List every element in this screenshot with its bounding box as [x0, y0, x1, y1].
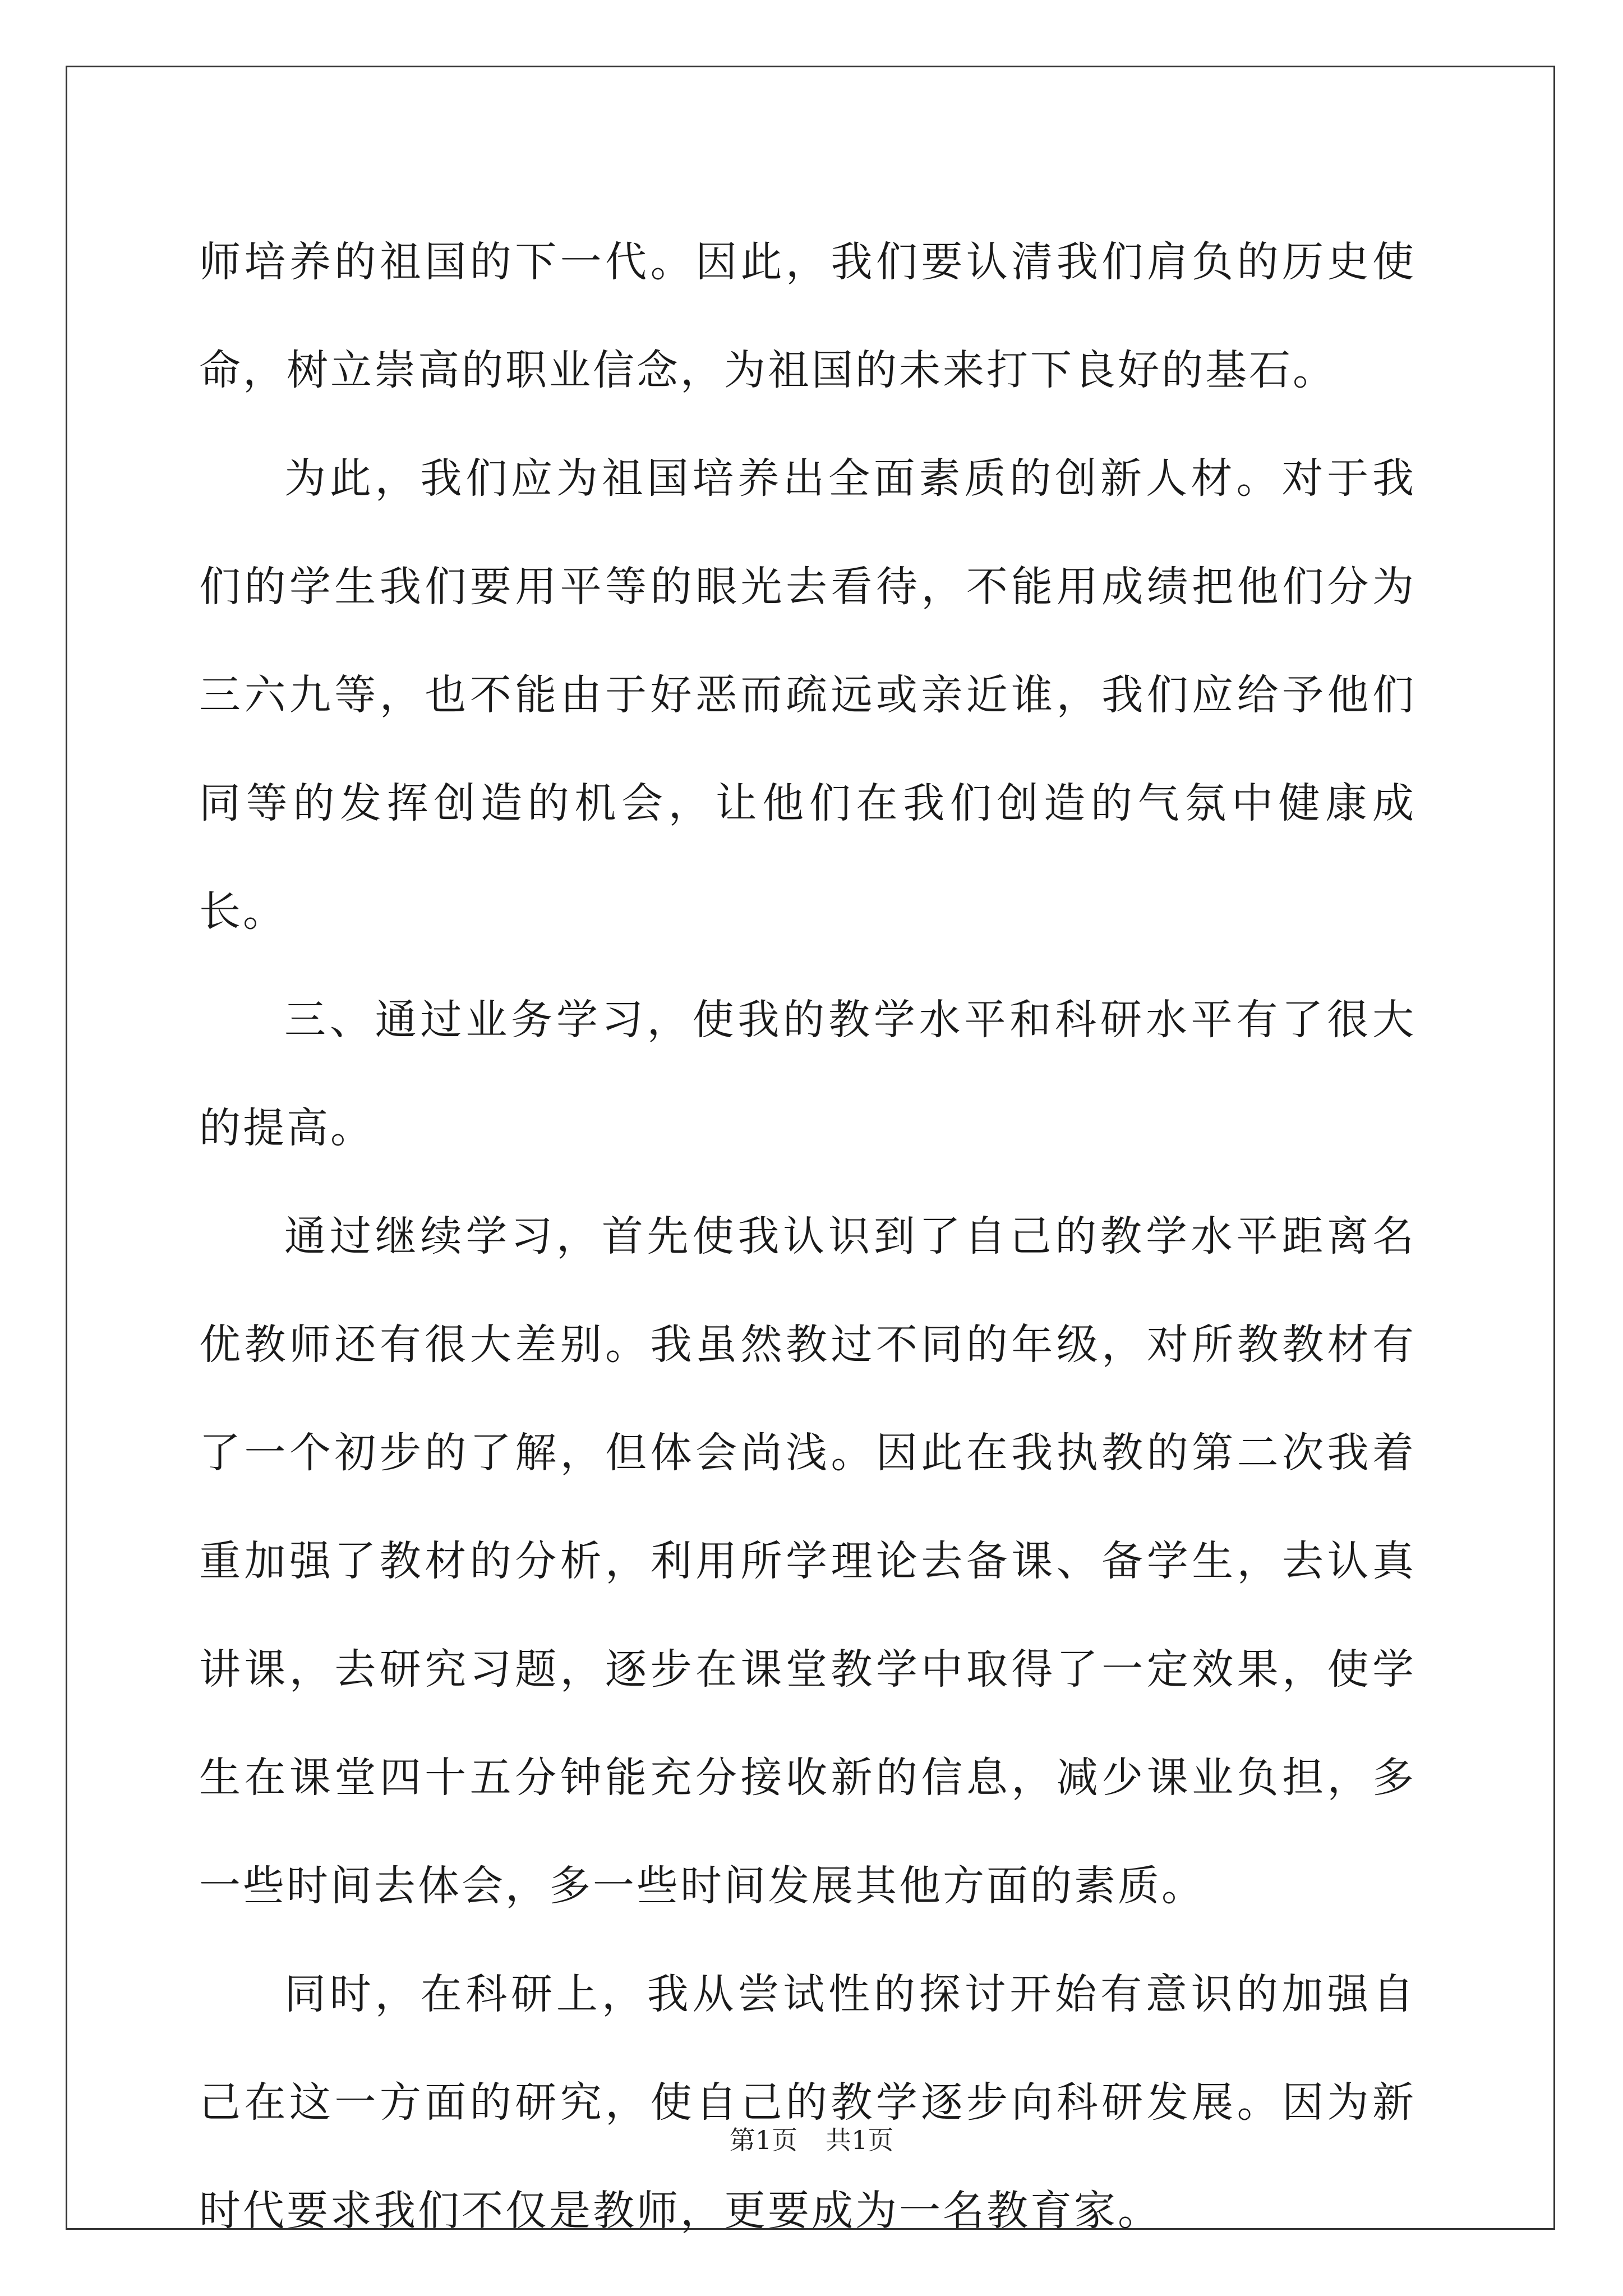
paragraph-3-section-heading: 三、通过业务学习，使我的教学水平和科研水平有了很大的提高。 [199, 996, 1416, 1152]
page-footer [0, 2123, 1623, 2157]
page-total: 共1页 [826, 2125, 894, 2155]
paragraph-5: 同时，在科研上，我从尝试性的探讨开始有意识的加强自己在这一方面的研究，使自己的教学逐步向科研发展。因为新时代要求我们不仅是教师，更要成为一名教育家。 [199, 1970, 1416, 2235]
paragraph-4: 通过继续学习，首先使我认识到了自己的教学水平距离名优教师还有很大差别。我虽然教过不同的年级，对所教教材有了一个初步的了解，但体会尚浅。因此在我执教的第二次我着重加强了教材的分析，利用所学理论去备课、备学生，去认真讲课，去研究习题，逐步在课堂教学中取得了一定效果，使学生在课堂四十五分钟能充分接收新的信息，减少课业负担，多一些时间去体会，多一些时间发展其他方面的素质。 [199, 1212, 1416, 1910]
page-number: 第1页 [729, 2125, 797, 2155]
document-body [199, 208, 1416, 2265]
paragraph-1: 师培养的祖国的下一代。因此，我们要认清我们肩负的历史使命，树立崇高的职业信念，为祖国的未来打下良好的基石。 [199, 238, 1416, 394]
paragraph-2: 为此，我们应为祖国培养出全面素质的创新人材。对于我们的学生我们要用平等的眼光去看待，不能用成绩把他们分为三六九等，也不能由于好恶而疏远或亲近谁，我们应给予他们同等的发挥创造的机会，让他们在我们创造的气氛中健康成长。 [199, 454, 1416, 936]
